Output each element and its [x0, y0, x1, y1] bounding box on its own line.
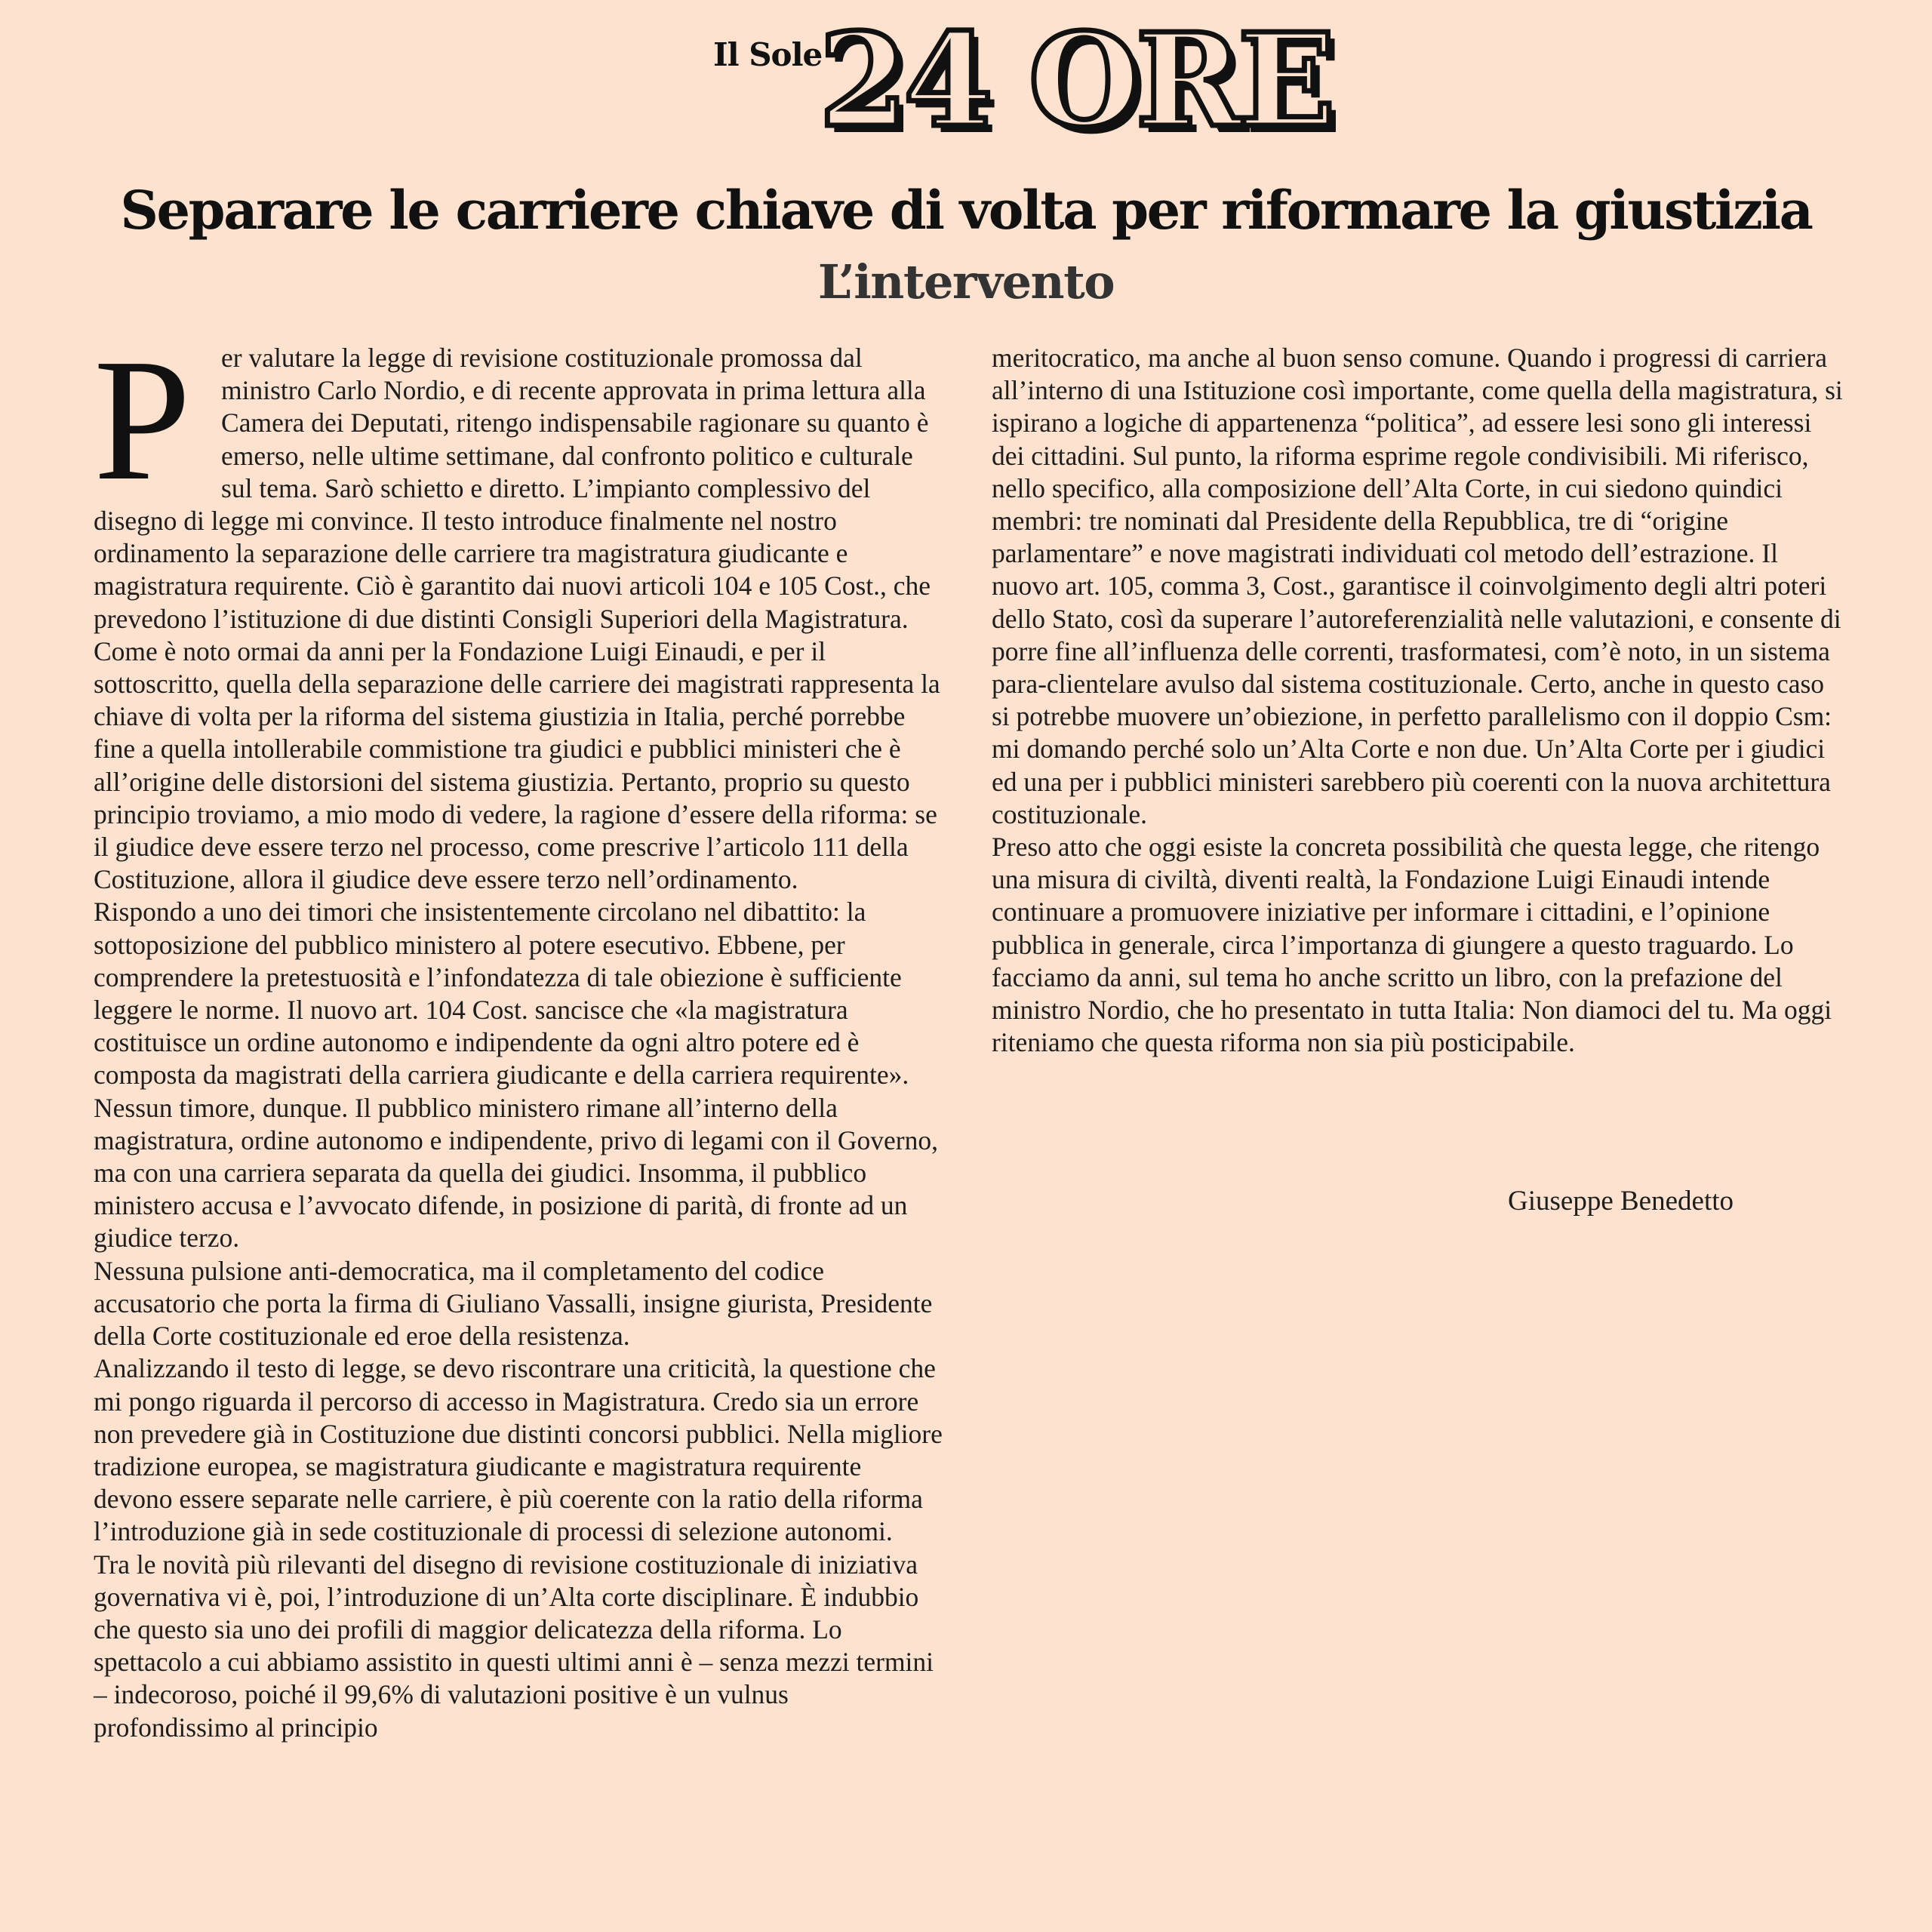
- masthead: [0, 5, 1932, 156]
- paragraph: Analizzando il testo di legge, se devo riscontrare una criticità, la questione che mi pongo riguarda il percorso di accesso in Magistratura. Credo sia un errore non prevedere già in Costituzione due distinti concorsi pubblici. Nella migliore tradizione europea, se magistratura giudicante e magistratura requirente devono essere separate nelle carriere, è più coerente con la ratio della riforma l’introduzione già in sede costituzionale di processi di selezione autonomi.: [94, 1353, 943, 1547]
- article-column-left: [94, 323, 943, 1744]
- paragraph: Preso atto che oggi esiste la concreta possibilità che questa legge, che ritengo una misura di civiltà, diventi realtà, la Fondazione Luigi Einaudi intende continuare a promuovere iniziative per informare i cittadini, e l’opinione pubblica in generale, circa l’importanza di giungere a questo traguardo. Lo facciamo da anni, sul tema ho anche scritto un libro, con la prefazione del ministro Nordio, che ho presentato in tutta Italia: Non diamoci del tu. Ma oggi riteniamo che questa riforma non sia più posticipabile.: [992, 832, 1832, 1058]
- paragraph: meritocratico, ma anche al buon senso comune. Quando i progressi di carriera all’interno di una Istituzione così importante, come quella della magistratura, si ispirano a logiche di appartenenza “politica”, ad essere lesi sono gli interessi dei cittadini. Sul punto, la riforma esprime regole condivisibili. Mi riferisco, nello specifico, alla composizione dell’Alta Corte, in cui siedono quindici membri: tre nominati dal Presidente della Repubblica, tre di “origine parlamentare” e nove magistrati individuati col metodo dell’estrazione. Il nuovo art. 105, comma 3, Cost., garantisce il coinvolgimento degli altri poteri dello Stato, così da superare l’autoreferenzialità nelle valutazioni, e consente di porre fine all’influenza delle correnti, trasformatesi, com’è noto, in un sistema para-clientelare avulso dal sistema costituzionale. Certo, anche in questo caso si potrebbe muovere un’obiezione, in perfetto parallelismo con il doppio Csm: mi domando perché solo un’Alta Corte e non due. Un’Alta Corte per i giudici ed una per i pubblici ministeri sarebbero più coerenti con la nuova architettura costituzionale.: [992, 343, 1843, 829]
- drop-cap: P: [94, 323, 192, 517]
- article-column-right: [992, 342, 1844, 1059]
- paragraph: er valutare la legge di revisione costituzionale promossa dal ministro Carlo Nordio, e di recente approvata in prima lettura alla Camera dei Deputati, ritengo indispensabile ragionare su quanto è emerso, nelle ultime settimane, dal confronto politico e culturale sul tema. Sarò schietto e diretto. L’impianto complessivo del disegno di legge mi convince. Il testo introduce finalmente nel nostro ordinamento la separazione delle carriere tra magistratura giudicante e magistratura requirente. Ciò è garantito dai nuovi articoli 104 e 105 Cost., che prevedono l’istituzione di due distinti Consigli Superiori della Magistratura. Come è noto ormai da anni per la Fondazione Luigi Einaudi, e per il sottoscritto, quella della separazione delle carriere dei magistrati rappresenta la chiave di volta per la riforma del sistema giustizia in Italia, perché porrebbe fine a quella intollerabile commistione tra giudici e pubblici ministeri che è all’origine delle distorsioni del sistema giustizia. Pertanto, proprio su questo principio troviamo, a mio modo di vedere, la ragione d’essere della riforma: se il giudice deve essere terzo nel processo, come prescrive l’articolo 111 della Costituzione, allora il giudice deve essere terzo nell’ordinamento.: [94, 343, 940, 895]
- masthead-logo: 24 ORE: [819, 5, 1331, 156]
- headline: Separare le carriere chiave di volta per riformare la giustizia: [120, 179, 1812, 242]
- paragraph: Rispondo a uno dei timori che insistentemente circolano nel dibattito: la sottoposizione del pubblico ministero al potere esecutivo. Ebbene, per comprendere la pretestuosità e l’infondatezza di tale obiezione è sufficiente leggere le norme. Il nuovo art. 104 Cost. sancisce che «la magistratura costituisce un ordine autonomo e indipendente da ogni altro potere ed è composta da magistrati della carriera giudicante e della carriera requirente». Nessun timore, dunque. Il pubblico ministero rimane all’interno della magistratura, ordine autonomo e indipendente, privo di legami con il Governo, ma con una carriera separata da quella dei giudici. Insomma, il pubblico ministero accusa e l’avvocato difende, in posizione di parità, di fronte ad un giudice terzo.: [94, 897, 938, 1254]
- masthead-small: Il Sole: [713, 36, 823, 73]
- author-signature: Giuseppe Benedetto: [1508, 1186, 1734, 1217]
- paragraph: Tra le novità più rilevanti del disegno di revisione costituzionale di iniziativa governativa vi è, poi, l’introduzione di un’Alta corte disciplinare. È indubbio che questo sia uno dei profili di maggior delicatezza della riforma. Lo spettacolo a cui abbiamo assistito in questi ultimi anni è – senza mezzi termini – indecoroso, poiché il 99,6% di valutazioni positive è un vulnus profondissimo al principio: [94, 1549, 934, 1743]
- paragraph: Nessuna pulsione anti-democratica, ma il completamento del codice accusatorio che porta la firma di Giuliano Vassalli, insigne giurista, Presidente della Corte costituzionale ed eroe della resistenza.: [94, 1255, 933, 1352]
- kicker: L’intervento: [817, 254, 1115, 309]
